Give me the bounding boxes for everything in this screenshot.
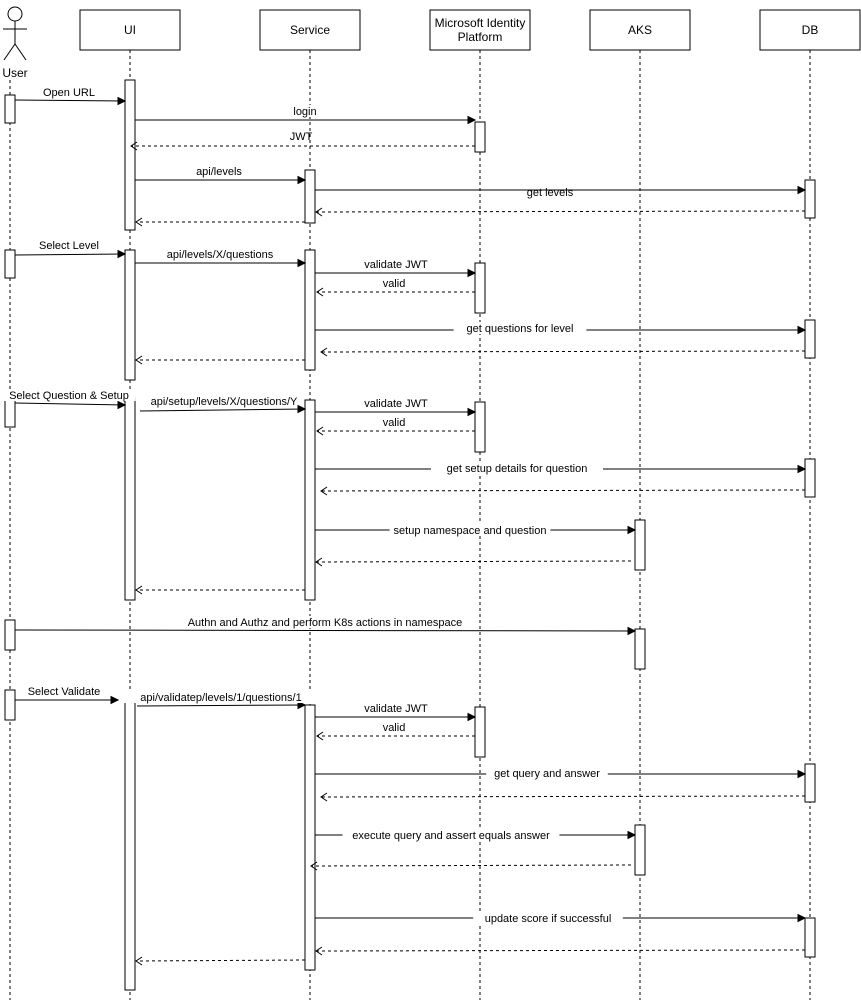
message-api-validate-ret [136, 957, 305, 965]
message-line-api-setup [140, 409, 305, 411]
message-label-update-score: update score if successful [484, 913, 612, 925]
message-label-get-levels: get levels [526, 187, 574, 199]
arrowhead-api-setup [298, 406, 305, 413]
message-label-jwt: JWT [289, 131, 313, 143]
participant-db [760, 10, 860, 50]
participant-label-mip-line1: Microsoft Identity [434, 16, 526, 30]
actor-right-leg [15, 44, 26, 60]
participant-mip [430, 10, 530, 50]
message-line-get-questions-ret [321, 351, 805, 352]
activation-service-4 [305, 170, 315, 223]
message-api-questions [135, 248, 305, 267]
arrowhead-execute-query [628, 832, 635, 839]
activation-db-15 [805, 459, 815, 497]
participant-label-db: DB [801, 23, 819, 37]
arrowhead-validate-jwt-3 [468, 714, 475, 721]
arrowhead-login [468, 117, 475, 124]
message-get-levels [315, 187, 805, 200]
message-login [135, 105, 475, 124]
message-label-validate-jwt-2: validate JWT [364, 398, 428, 410]
message-line-api-validate-ret [136, 960, 305, 961]
message-api-levels-ret [136, 218, 305, 226]
activation-mip-3 [475, 122, 485, 152]
activation-ui-2 [125, 80, 135, 230]
activation-service-13 [305, 400, 315, 600]
message-line-select-question [15, 403, 125, 405]
message-select-validate [15, 685, 118, 704]
message-api-levels [135, 165, 305, 184]
actor-left-leg [4, 44, 15, 60]
arrowhead-select-validate [111, 697, 118, 704]
message-update-score [315, 912, 805, 925]
message-label-api-validate: api/validatep/levels/1/questions/1 [140, 692, 302, 704]
message-update-score-ret [316, 947, 805, 955]
activation-db-23 [805, 764, 815, 802]
arrowhead-validate-jwt-1 [468, 270, 475, 277]
actor-label-user: User [2, 66, 28, 80]
activation-db-5 [805, 180, 815, 218]
arrowhead-api-levels [298, 177, 305, 184]
message-setup-namespace-ret [316, 558, 631, 566]
message-validate-jwt-1 [315, 258, 475, 277]
arrowhead-api-questions [298, 260, 305, 267]
message-get-query-ret [321, 793, 805, 801]
message-line-get-query-ret [321, 796, 805, 797]
message-label-valid-3: valid [382, 722, 406, 734]
message-line-api-validate [137, 705, 305, 706]
message-api-questions-ret [136, 356, 305, 364]
message-execute-query-ret [311, 862, 631, 870]
participant-service [260, 10, 360, 50]
participant-label-ui: UI [124, 23, 136, 37]
message-get-questions-ret [321, 348, 805, 356]
activation-mip-9 [475, 263, 485, 313]
activation-ui-20 [125, 698, 135, 990]
message-execute-query [315, 829, 635, 842]
arrowhead-select-level [118, 251, 125, 258]
message-label-api-setup: api/setup/levels/X/questions/Y [150, 396, 298, 408]
message-label-select-validate: Select Validate [27, 686, 101, 698]
message-line-open-url [15, 100, 125, 101]
message-get-questions [315, 322, 805, 335]
message-get-levels-ret [316, 208, 805, 216]
message-api-validate [124, 691, 318, 709]
message-setup-namespace [315, 524, 635, 537]
message-label-api-levels: api/levels [196, 166, 242, 178]
activation-ui-7 [125, 250, 135, 380]
message-line-execute-query-ret [311, 865, 631, 866]
arrowhead-open-url [118, 98, 125, 105]
activation-service-21 [305, 705, 315, 970]
message-open-url [15, 86, 125, 105]
message-label-k8s-actions: Authn and Authz and perform K8s actions in namespace [187, 617, 463, 629]
activation-user-19 [5, 690, 15, 720]
message-line-get-setup-ret [321, 490, 805, 491]
message-get-setup [315, 462, 805, 475]
message-label-valid-1: valid [382, 278, 406, 290]
activation-aks-16 [635, 520, 645, 570]
message-validate-jwt-2 [315, 397, 475, 416]
activation-db-25 [805, 918, 815, 957]
message-validate-jwt-3 [315, 702, 475, 721]
arrowhead-validate-jwt-2 [468, 409, 475, 416]
participant-label-aks: AKS [627, 23, 653, 37]
message-select-level [15, 240, 125, 258]
message-label-get-query: get query and answer [494, 768, 600, 780]
message-label-setup-namespace: setup namespace and question [393, 525, 547, 537]
message-label-validate-jwt-3: validate JWT [364, 703, 428, 715]
participant-label-mip-line2: Platform [457, 30, 503, 44]
message-line-get-levels-ret [316, 211, 805, 212]
message-get-query [315, 767, 805, 780]
message-label-validate-jwt-1: validate JWT [364, 259, 428, 271]
activation-aks-24 [635, 825, 645, 875]
arrowhead-get-questions [798, 327, 805, 334]
activation-mip-22 [475, 707, 485, 757]
participant-ui [80, 10, 180, 50]
activation-user-1 [5, 95, 15, 123]
message-valid-3 [317, 721, 475, 740]
activation-service-8 [305, 250, 315, 370]
arrowhead-setup-namespace [628, 527, 635, 534]
arrowhead-get-levels [798, 187, 805, 194]
arrowhead-get-query [798, 771, 805, 778]
message-valid-1 [317, 277, 475, 296]
message-label-valid-2: valid [382, 417, 406, 429]
participant-label-service: Service [289, 23, 331, 37]
message-api-setup-ret [136, 586, 305, 594]
message-label-select-level: Select Level [39, 240, 99, 252]
message-label-execute-query: execute query and assert equals answer [352, 830, 550, 842]
message-line-setup-namespace-ret [316, 561, 631, 562]
message-line-k8s-actions [15, 630, 635, 631]
activation-ui-12 [125, 398, 135, 600]
message-k8s-actions [15, 616, 635, 635]
arrowhead-k8s-actions [628, 628, 635, 635]
message-label-get-setup: get setup details for question [446, 463, 588, 475]
message-label-login: login [293, 106, 317, 118]
activation-mip-14 [475, 402, 485, 452]
actor-head [8, 7, 22, 21]
message-label-api-questions: api/levels/X/questions [166, 249, 274, 261]
activation-aks-18 [635, 629, 645, 669]
messages [3, 86, 805, 965]
message-line-update-score-ret [316, 950, 805, 951]
actor-user [2, 7, 27, 80]
message-jwt [131, 131, 475, 150]
participant-headers [80, 10, 860, 50]
message-valid-2 [317, 416, 475, 435]
message-label-get-questions: get questions for level [466, 323, 574, 335]
arrowhead-get-setup [798, 466, 805, 473]
arrowhead-select-question [118, 402, 125, 409]
arrowhead-update-score [798, 915, 805, 922]
participant-aks [590, 10, 690, 50]
activation-db-10 [805, 320, 815, 358]
message-label-select-question: Select Question & Setup [9, 390, 129, 402]
message-line-select-level [15, 254, 125, 255]
message-label-open-url: Open URL [43, 87, 95, 99]
message-api-setup [140, 396, 305, 413]
activation-user-17 [5, 620, 15, 650]
activation-user-6 [5, 250, 15, 278]
message-get-setup-ret [321, 487, 805, 495]
message-select-question [3, 389, 136, 409]
